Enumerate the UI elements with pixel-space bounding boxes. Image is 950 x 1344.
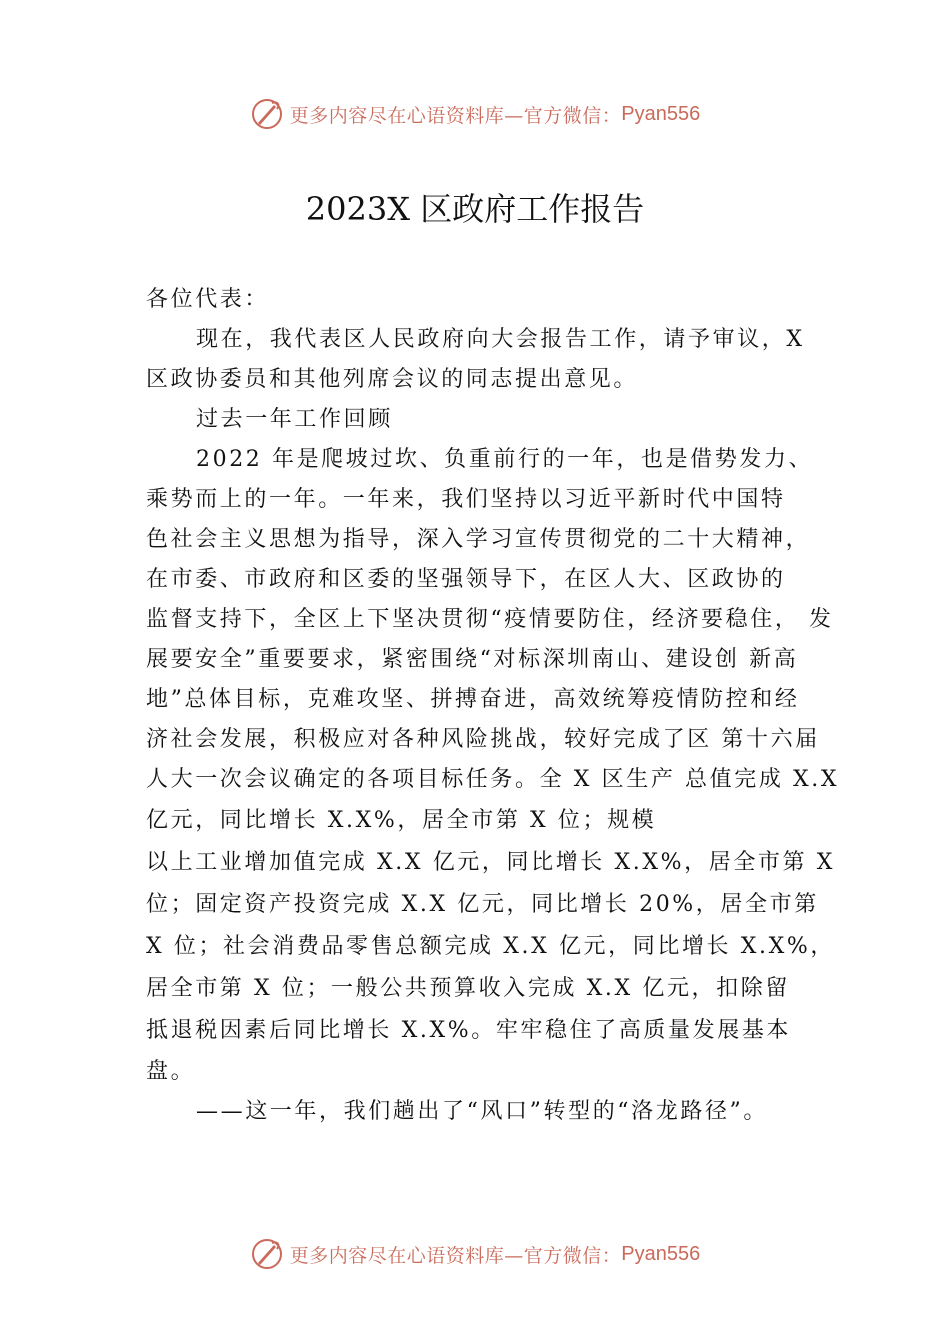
- watermark-text: 更多内容尽在心语资料库—官方微信：: [289, 1244, 622, 1267]
- paragraph-line: 抵退税因素后同比增长 X.X%。牢牢稳住了高质量发展基本: [146, 1018, 792, 1043]
- quill-logo-icon: [250, 1237, 284, 1271]
- watermark-contact: Pyan556: [621, 102, 701, 125]
- paragraph-line: 亿元，同比增长 X.X%，居全市第 X 位；规模: [146, 808, 657, 833]
- document-title: 2023X 区政府工作报告: [305, 190, 645, 228]
- paragraph-line: 色社会主义思想为指导，深入学习宣传贯彻党的二十大精神，: [146, 527, 811, 552]
- paragraph-line: 区政协委员和其他列席会议的同志提出意见。: [146, 367, 639, 392]
- watermark-text: 更多内容尽在心语资料库—官方微信：: [289, 104, 622, 127]
- paragraph-line: 现在，我代表区人民政府向大会报告工作，请予审议，X: [196, 327, 805, 352]
- paragraph-line: X 位；社会消费品零售总额完成 X.X 亿元，同比增长 X.X%，: [146, 934, 835, 959]
- quill-logo-icon: [250, 97, 284, 131]
- paragraph-line: 人大一次会议确定的各项目标任务。全 X 区生产 总值完成 X.X: [146, 767, 840, 792]
- salutation: 各位代表：: [146, 287, 270, 312]
- paragraph-line: 展要安全”重要要求，紧密围绕“对标深圳南山、建设创 新高: [146, 647, 799, 672]
- paragraph-line: 2022 年是爬坡过坎、负重前行的一年，也是借势发力、: [196, 447, 814, 472]
- paragraph-line: ——这一年，我们趟出了“风口”转型的“洛龙路径”。: [196, 1099, 768, 1124]
- paragraph-line: 监督支持下，全区上下坚决贯彻“疫情要防住，经济要稳住， 发: [146, 607, 834, 632]
- document-body: [146, 280, 840, 1132]
- section-heading: 过去一年工作回顾: [196, 407, 393, 432]
- paragraph-line: 乘势而上的一年。一年来，我们坚持以习近平新时代中国特: [146, 487, 786, 512]
- paragraph-line: 以上工业增加值完成 X.X 亿元，同比增长 X.X%，居全市第 X: [146, 850, 835, 875]
- watermark-footer: [0, 1234, 950, 1274]
- watermark-header: [0, 94, 950, 134]
- paragraph-line: 居全市第 X 位；一般公共预算收入完成 X.X 亿元，扣除留: [146, 976, 790, 1001]
- paragraph-line: 在市委、市政府和区委的坚强领导下，在区人大、区政协的: [146, 567, 786, 592]
- paragraph-line: 盘。: [146, 1059, 196, 1084]
- watermark-contact: Pyan556: [621, 1242, 701, 1265]
- paragraph-line: 位；固定资产投资完成 X.X 亿元，同比增长 20%，居全市第: [146, 892, 819, 917]
- paragraph-line: 济社会发展，积极应对各种风险挑战，较好完成了区 第十六届: [146, 727, 820, 752]
- paragraph-line: 地”总体目标，克难攻坚、拼搏奋进，高效统筹疫情防控和经: [146, 687, 800, 712]
